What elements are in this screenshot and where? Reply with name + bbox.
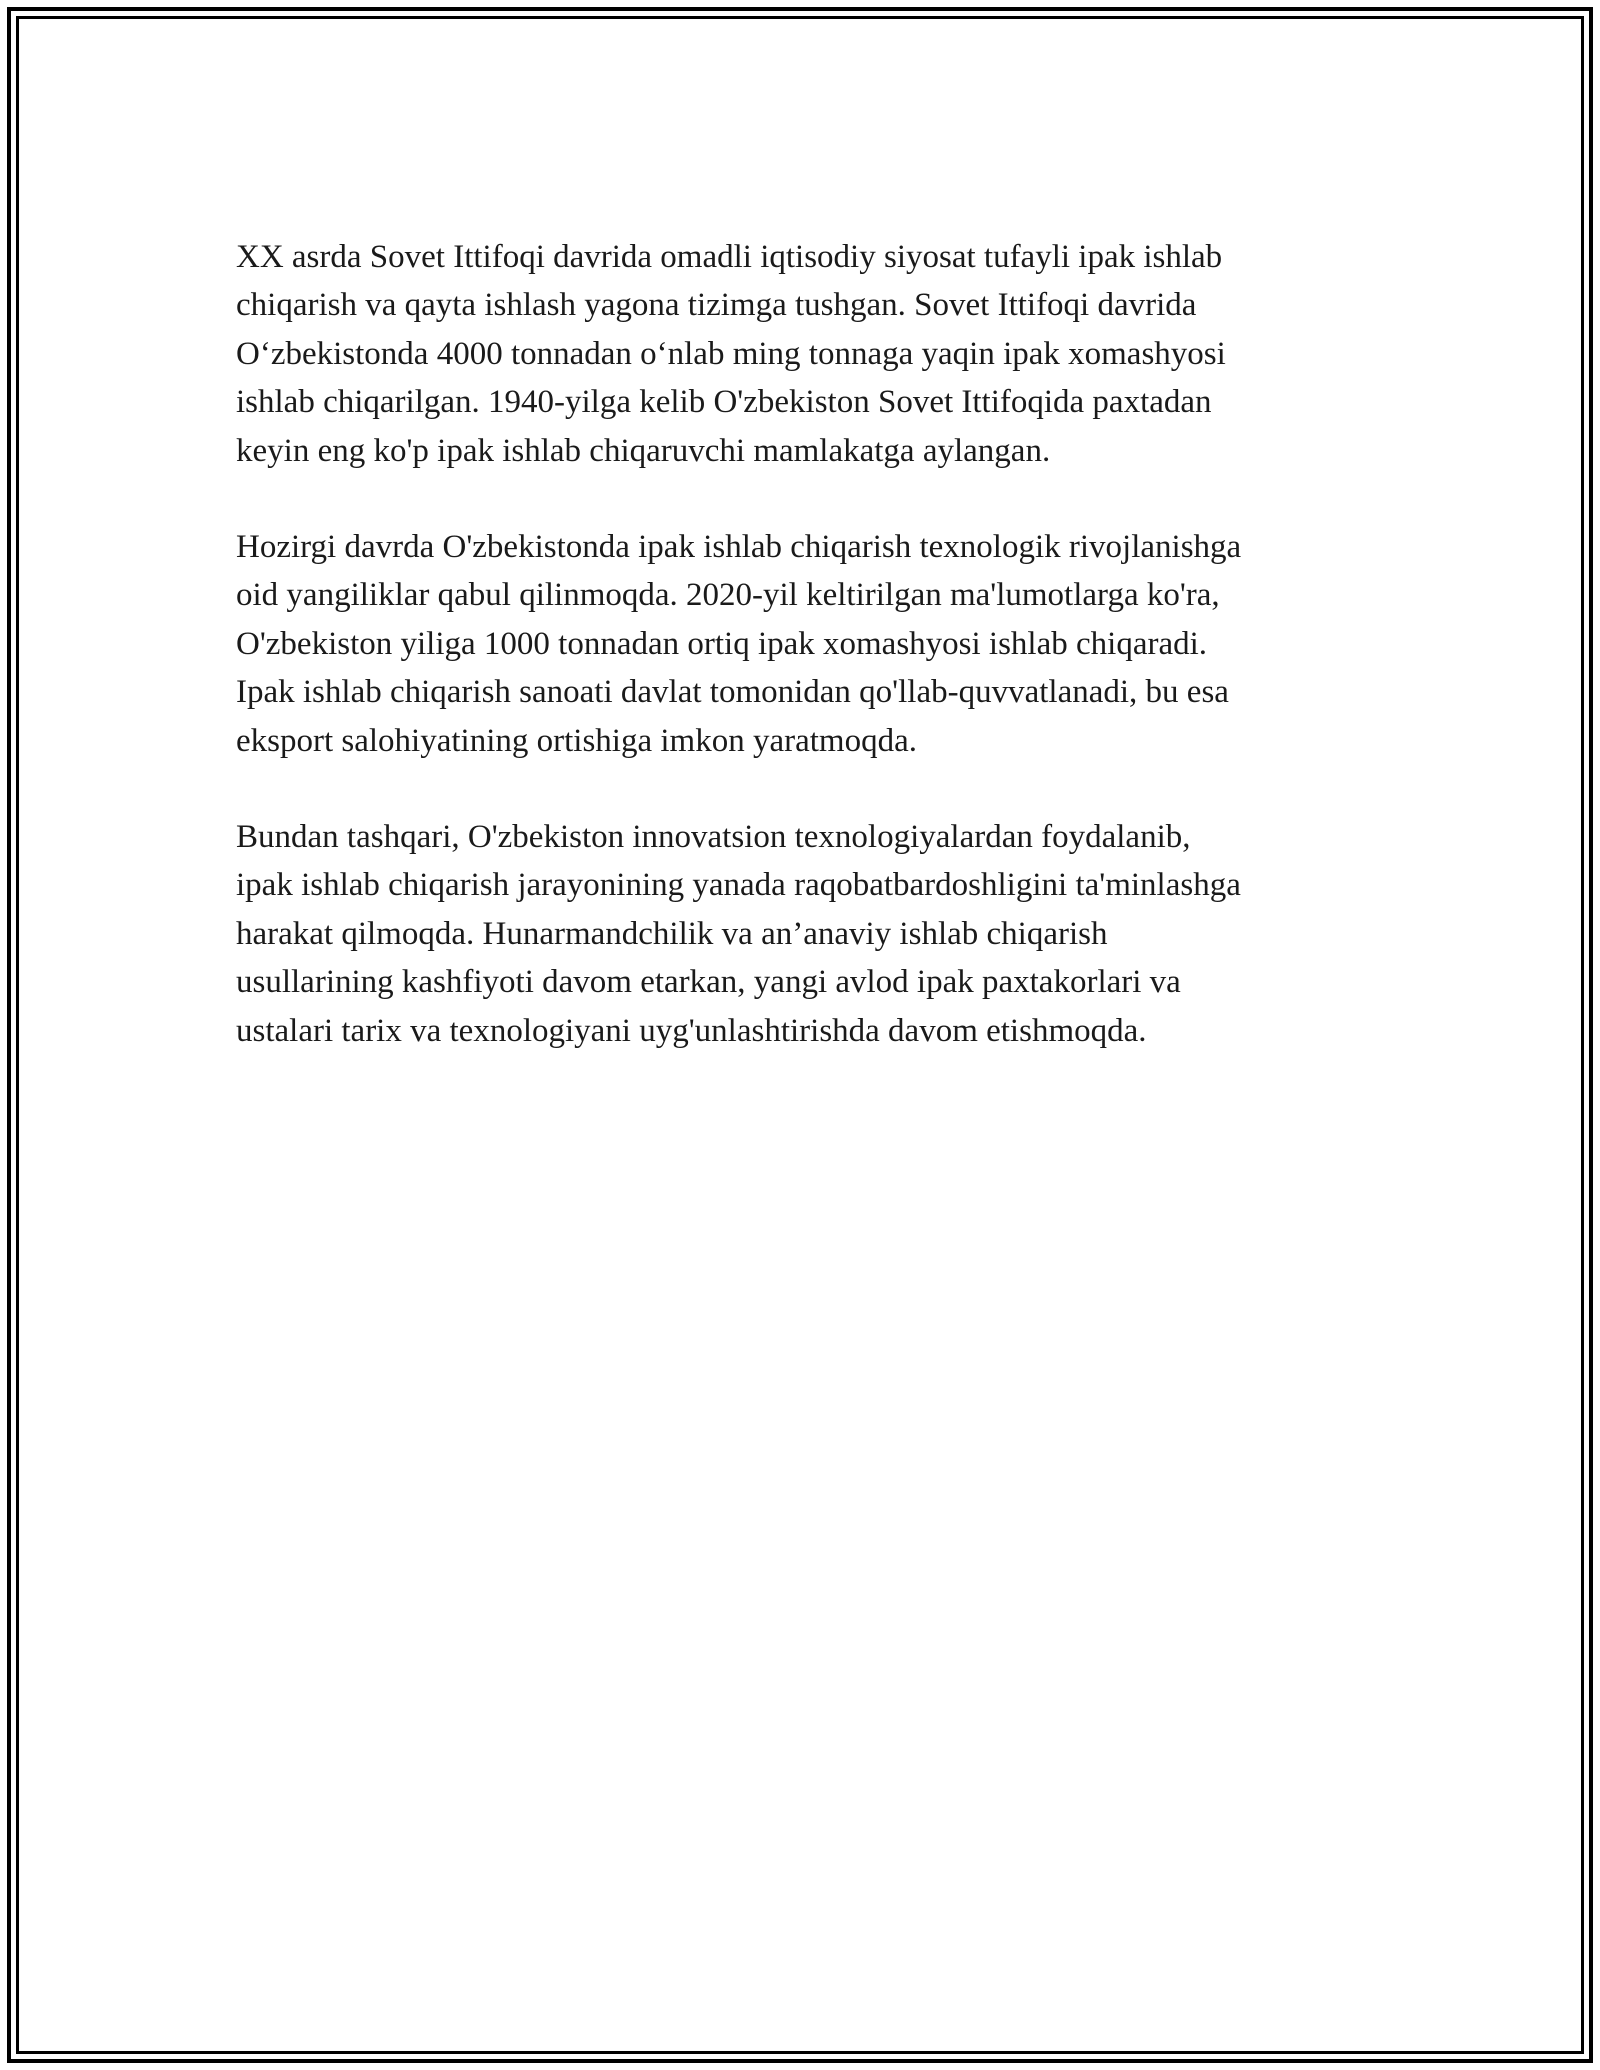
document-body: [236, 233, 1366, 1103]
paragraph-1: XX asrda Sovet Ittifoqi davrida omadli iqtisodiy siyosat tufayli ipak ishlab chiqarish va qayta ishlash yagona tizimga tushgan. Sovet Ittifoqi davrida O‘zbekistonda 4000 tonnadan o‘nlab ming tonnaga yaqin ipak xomashyosi ishlab chiqarilgan. 1940-yilga kelib O'zbekiston Sovet Ittifoqida paxtadan keyin eng ko'p ipak ishlab chiqaruvchi mamlakatga aylangan.: [236, 239, 1226, 469]
paragraph-2: Hozirgi davrda O'zbekistonda ipak ishlab chiqarish texnologik rivojlanishga oid yangiliklar qabul qilinmoqda. 2020-yil keltirilgan ma'lumotlarga ko'ra, O'zbekiston yiliga 1000 tonnadan ortiq ipak xomashyosi ishlab chiqaradi. Ipak ishlab chiqarish sanoati davlat tomonidan qo'llab-quvvatlanadi, bu esa eksport salohiyatining ortishiga imkon yaratmoqda.: [236, 529, 1242, 759]
paragraph-3: Bundan tashqari, O'zbekiston innovatsion texnologiyalardan foydalanib, ipak ishlab chiqarish jarayonining yanada raqobatbardoshligini ta'minlashga harakat qilmoqda. Hunarmandchilik va an’anaviy ishlab chiqarish usullarining kashfiyoti davom etarkan, yangi avlod ipak paxtakorlari va ustalari tarix va texnologiyani uyg'unlashtirishda davom etishmoqda.: [236, 819, 1241, 1049]
